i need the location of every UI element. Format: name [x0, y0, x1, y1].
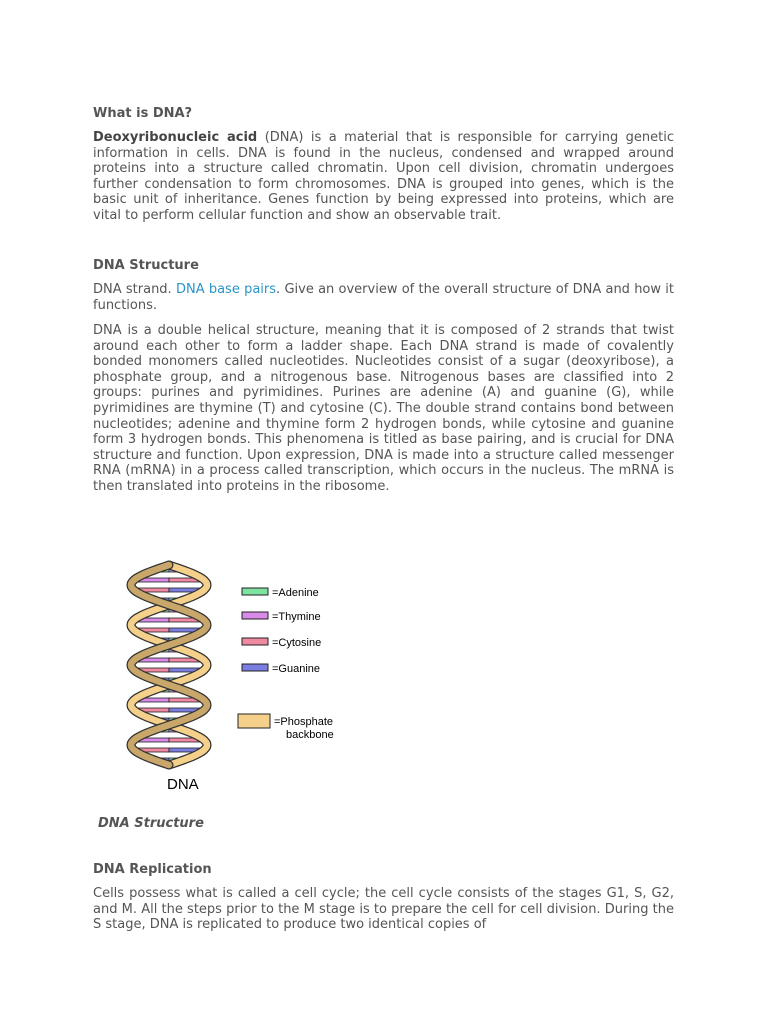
- legend-swatch-adenine: [242, 588, 268, 595]
- legend-swatch-cytosine: [242, 638, 268, 645]
- legend-label-adenine: =Adenine: [272, 587, 319, 599]
- legend-label-cytosine: =Cytosine: [272, 637, 322, 649]
- paragraph-text: DNA strand.: [93, 282, 176, 297]
- paragraph-dna-structure: DNA is a double helical structure, meaning that it is composed of 2 strands that twist around each other to form a ladder shape. Each DNA strand is made of covalently bonded monomers called nucleotides. Nucleotides consist of a sugar (deoxyribose), a phosphate group, and a nitrogenous base. Nitrogenous bases are classified into 2 groups: purines and pyrimidines. Purines are adenine (A) and guanine (G), while pyrimidines are thymine (T) and cytosine (C). The double strand contains bond between nucleotides; adenine and thymine form 2 hydrogen bonds, while cytosine and guanine form 3 hydrogen bonds. This phenomena is titled as base pairing, and is crucial for DNA structure and function. Upon expression, DNA is made into a structure called messenger RNA (mRNA) in a process called transcription, which occurs in the nucleus. The mRNA is then translated into proteins in the ribosome.: [93, 323, 674, 494]
- dna-diagram: [112, 555, 352, 800]
- paragraph-text: . Give an overview of the overall structure of DNA and how it functions.: [93, 282, 674, 313]
- figure-caption: DNA Structure: [98, 816, 204, 831]
- paragraph-text: (DNA) is a material that is responsible for carrying genetic information in cells. DNA is found in the nucleus, condensed and wrapped around proteins into a structure called chromatin. Upon cell division, chromatin undergoes further condensation to form chromosomes. DNA is grouped into genes, which is the basic unit of inheritance. Genes function by being expressed into proteins, which are vital to perform cellular function and show an observable trait.: [93, 130, 675, 223]
- legend: [238, 587, 334, 741]
- legend-swatch-guanine: [242, 664, 268, 671]
- legend-label-guanine: =Guanine: [272, 663, 321, 675]
- legend-label-backbone: backbone: [286, 729, 334, 741]
- legend-label-phosphate: =Phosphate: [274, 716, 334, 728]
- dna-label: DNA: [167, 776, 199, 793]
- paragraph-dna-strand: [93, 282, 674, 313]
- legend-swatch-thymine: [242, 612, 268, 619]
- paragraph-dna-definition: [93, 130, 674, 224]
- paragraph-dna-replication: Cells possess what is called a cell cycle; the cell cycle consists of the stages G1, S, G2, and M. All the steps prior to the M stage is to prepare the cell for cell division. During the S stage, DNA is replicated to produce two identical copies of: [93, 886, 674, 933]
- dna-helix-image: [131, 565, 207, 765]
- dna-base-pairs-link[interactable]: DNA base pairs: [175, 282, 277, 297]
- legend-swatch-phosphate-backbone: [238, 714, 270, 728]
- legend-label-thymine: =Thymine: [272, 611, 321, 623]
- heading-dna-structure: DNA Structure: [93, 258, 199, 273]
- heading-dna-replication: DNA Replication: [93, 862, 212, 877]
- term-deoxyribonucleic-acid: Deoxyribonucleic acid: [93, 130, 258, 145]
- heading-what-is-dna: What is DNA?: [93, 106, 193, 121]
